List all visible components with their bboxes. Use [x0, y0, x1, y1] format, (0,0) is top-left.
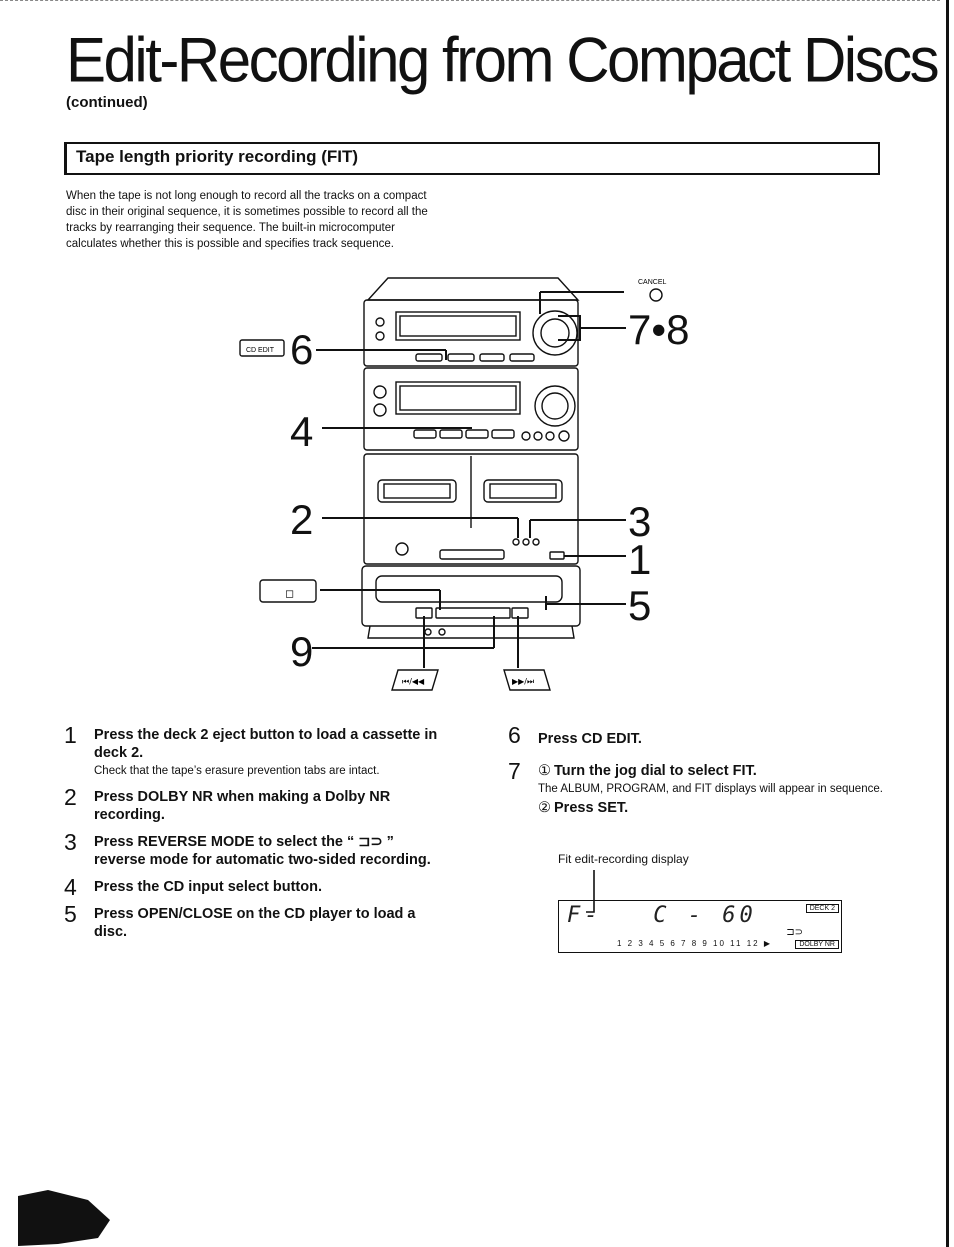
step-text: Press REVERSE MODE to select the “ ⊐⊃ ” reverse mode for automatic two-sided recording. [94, 834, 431, 868]
step-1 [64, 722, 444, 779]
callout-1: 1 [628, 536, 652, 583]
callout-2: 2 [290, 496, 314, 543]
step-7 [508, 758, 888, 817]
dolby-nr-badge: DOLBY NR [795, 940, 839, 949]
callout-3: 3 [628, 498, 652, 545]
substep-1-note: The ALBUM, PROGRAM, and FIT displays will appear in sequence. [538, 783, 883, 795]
display-readout: F- C - 60 [567, 903, 757, 928]
step-number: 5 [64, 901, 77, 927]
step-text: Press the deck 2 eject button to load a cassette in deck 2. [94, 727, 438, 761]
cd-edit-button-label: CD EDIT [246, 347, 274, 354]
skip-forward-button-label: ▶▶/⏭ [512, 677, 535, 686]
page-corner-mark [18, 1190, 118, 1246]
step-7-substep-2 [538, 799, 888, 817]
substep-2-text: Press SET. [554, 800, 629, 816]
reverse-mode-icon: ⊐⊃ [786, 927, 803, 938]
intro-paragraph: When the tape is not long enough to record all the tracks on a compact disc in their original sequence, it is sometimes possible to record all the tracks by rearranging their sequence. The built-in microcomputer calculates whether this is possible and specifies track sequence. [66, 190, 428, 250]
skip-back-button-label: ⏮/◀◀ [402, 677, 425, 686]
top-rule [0, 0, 940, 5]
substep-1-text: Turn the jog dial to select FIT. [554, 763, 757, 779]
section-title: Tape length priority recording (FIT) [76, 147, 359, 166]
step-4 [64, 874, 444, 900]
step-number: 1 [64, 722, 77, 748]
step-number: 6 [508, 722, 521, 748]
tape-stop-button-label: ◻ [285, 587, 295, 600]
step-3 [64, 829, 444, 869]
step-text: Press the CD input select button. [94, 879, 322, 895]
steps-right-column [508, 722, 888, 826]
step-number: 7 [508, 758, 521, 784]
step-number: 2 [64, 784, 77, 810]
step-text: Press OPEN/CLOSE on the CD player to load a disc. [94, 906, 416, 940]
callout-5: 5 [628, 582, 652, 629]
section-header [64, 142, 880, 175]
steps-left-column [64, 722, 444, 950]
step-text: Press DOLBY NR when making a Dolby NR recording. [94, 789, 391, 823]
callout-6: 6 [290, 326, 314, 373]
stereo-system-illustration [228, 270, 698, 700]
callout-4: 4 [290, 408, 314, 455]
step-6 [508, 722, 888, 748]
display-caption: Fit edit-recording display [558, 852, 689, 866]
step-number: 4 [64, 874, 77, 900]
section-header-bar [64, 142, 67, 175]
page-edge-rule [946, 0, 949, 1247]
step-number: 3 [64, 829, 77, 855]
step-text: Press CD EDIT. [538, 731, 642, 747]
step-5 [64, 901, 444, 941]
page-title: Edit-Recording from Compact Discs [66, 25, 938, 96]
track-number-row: 1 2 3 4 5 6 7 8 9 10 11 12 ▶ [617, 939, 772, 948]
fit-display-panel [558, 900, 842, 953]
step-2 [64, 784, 444, 824]
page-subtitle: (continued) [66, 94, 148, 111]
substep-marker-1: ① [538, 763, 551, 779]
callout-9: 9 [290, 628, 314, 675]
deck-2-badge: DECK 2 [806, 904, 839, 913]
cancel-label: CANCEL [638, 279, 667, 286]
substep-marker-2: ② [538, 800, 551, 816]
step-note: Check that the tape’s erasure prevention tabs are intact. [94, 765, 380, 777]
callout-7-8: 7•8 [628, 306, 690, 353]
step-7-substep-1 [538, 762, 888, 780]
